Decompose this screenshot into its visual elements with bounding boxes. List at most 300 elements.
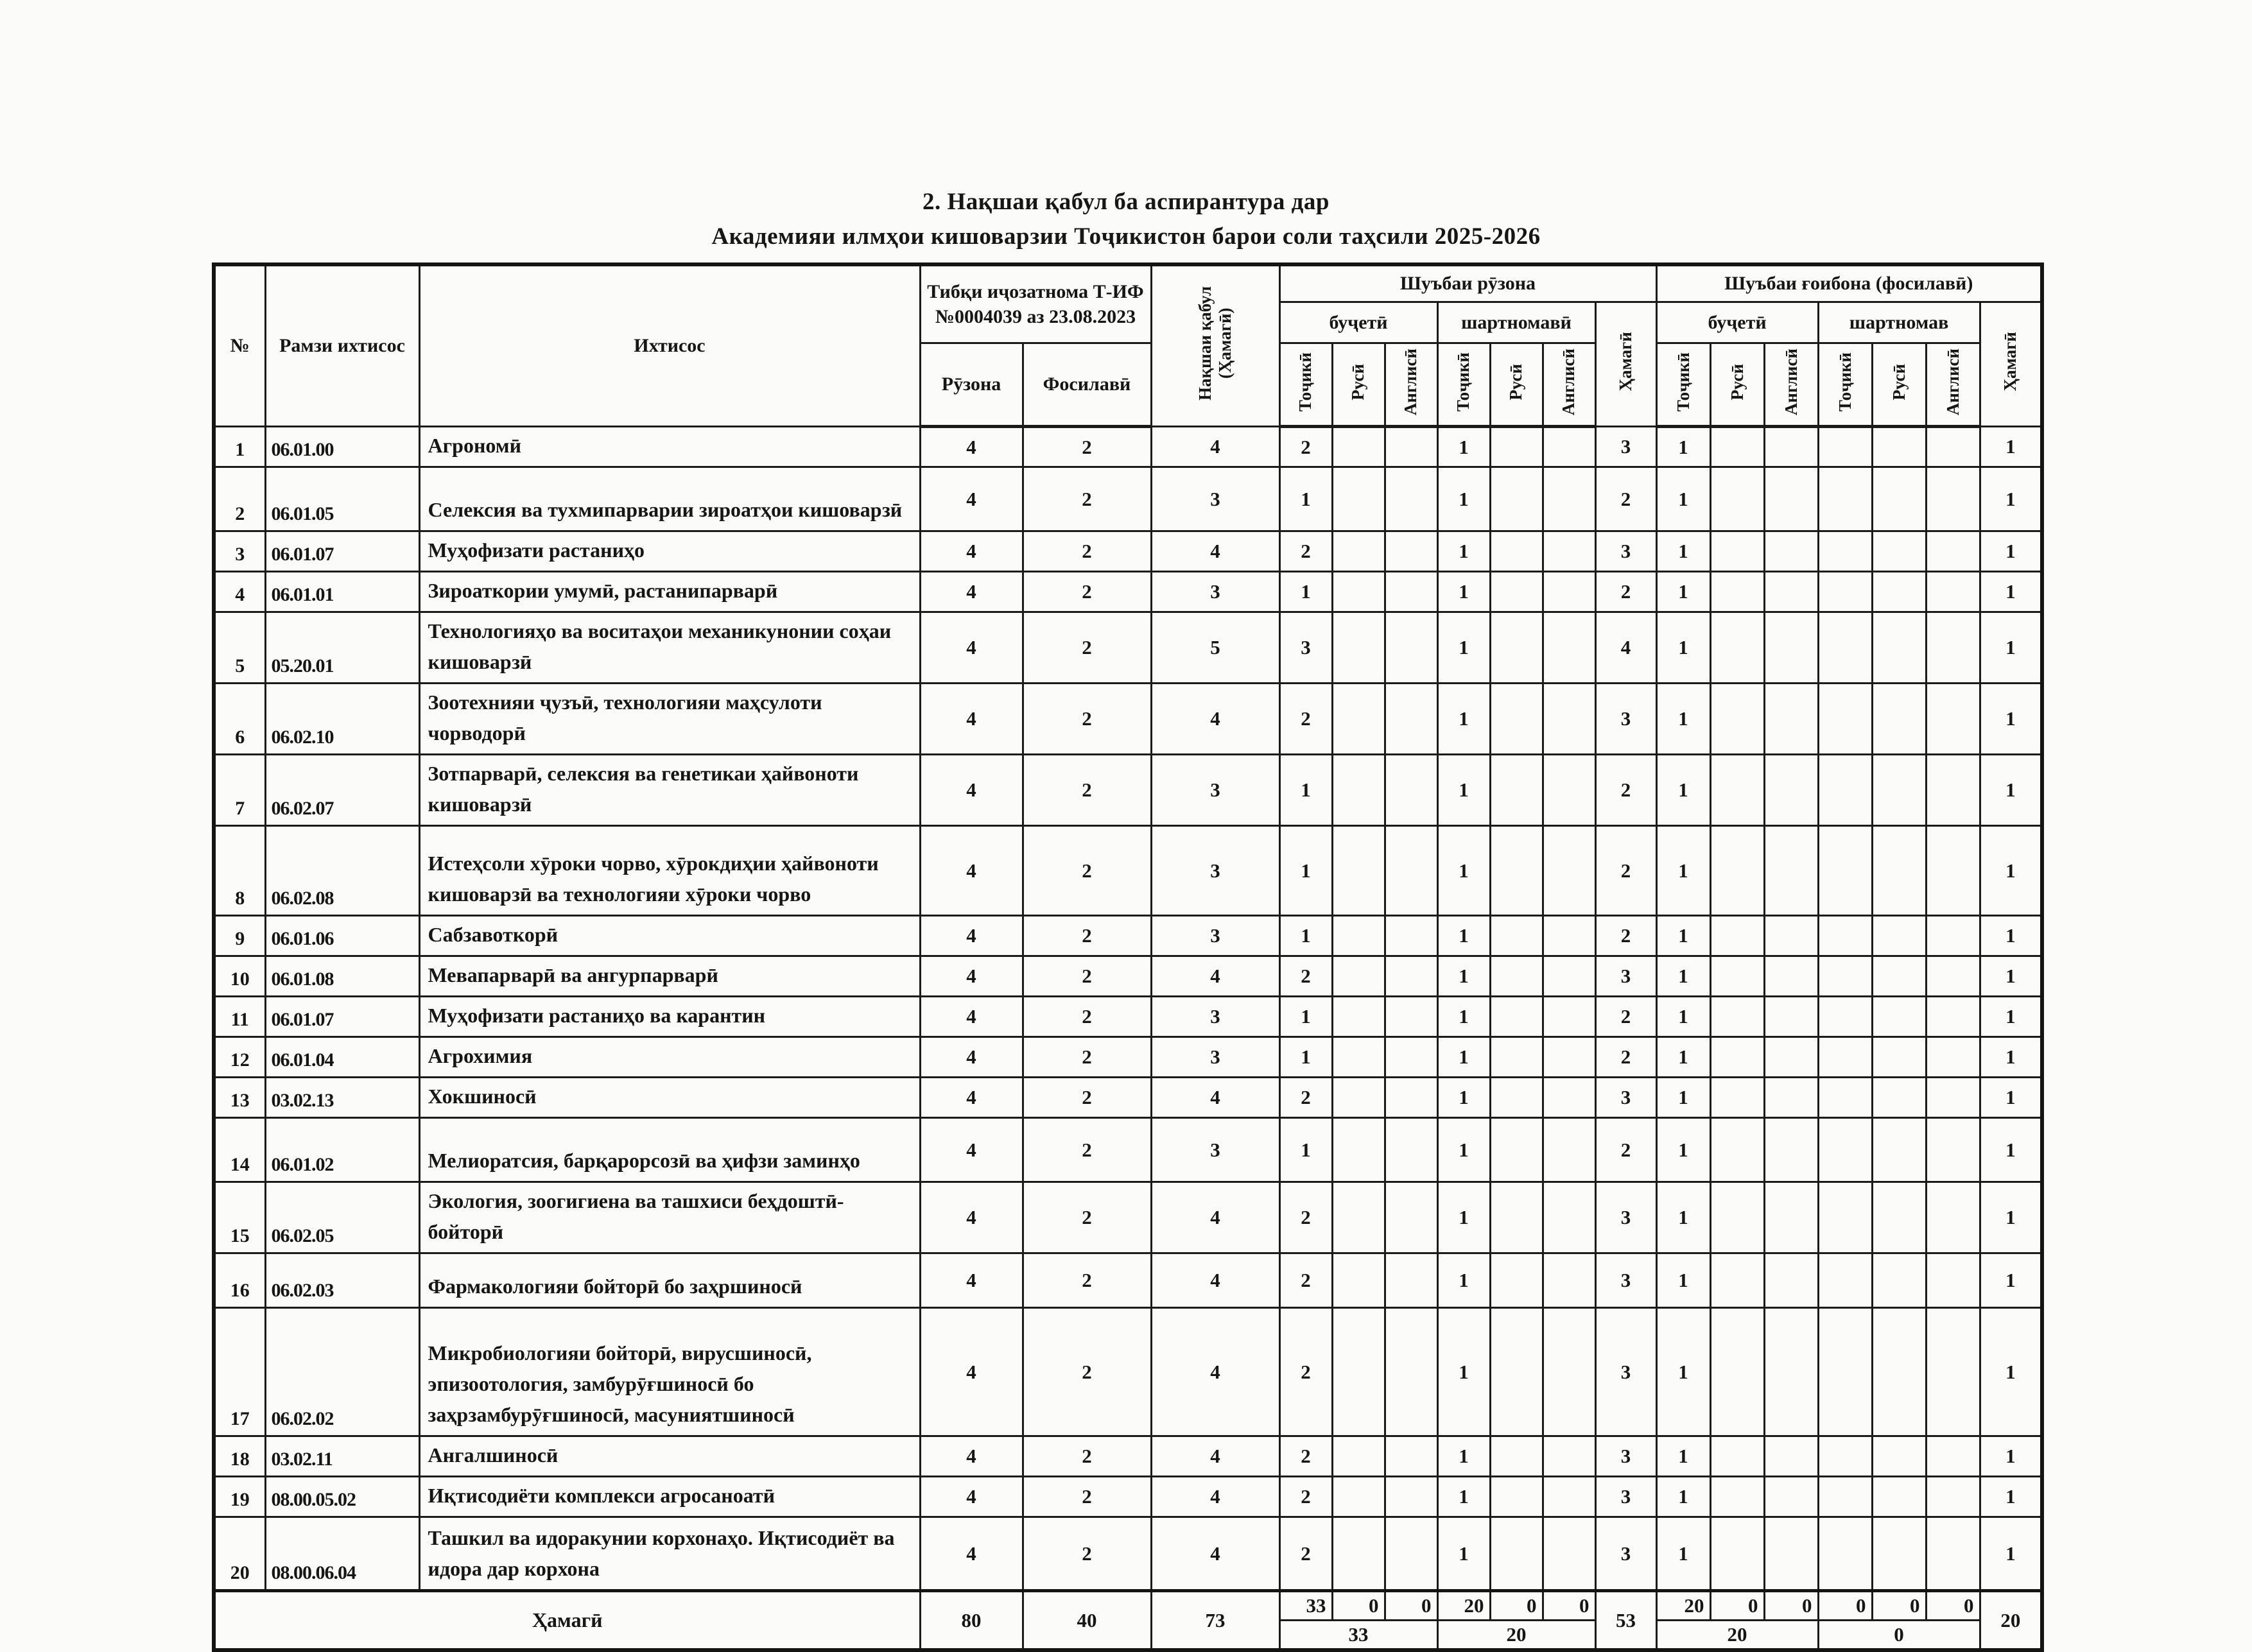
row-number-cell: 19 [214, 1477, 265, 1517]
russian-rotated-label: Русӣ [1348, 363, 1368, 400]
row-number-cell: 10 [214, 956, 265, 997]
column-header-admission-plan [1151, 264, 1279, 427]
day-budget-russian-cell [1332, 1308, 1385, 1436]
day-contract-russian-cell [1490, 1037, 1543, 1078]
license-distance-cell: 2 [1023, 1253, 1151, 1308]
distance-contract-russian-cell [1872, 1078, 1926, 1118]
distance-contract-russian-cell [1872, 1037, 1926, 1078]
day-total-cell: 3 [1595, 427, 1656, 467]
table-row [214, 1477, 2042, 1517]
distance-budget-tajik-cell: 1 [1656, 467, 1710, 531]
day-budget-tajik-cell: 2 [1279, 1308, 1332, 1436]
specialty-name-cell: Муҳофизати растаниҳо ва карантин [419, 997, 920, 1037]
distance-contract-russian-cell [1872, 1477, 1926, 1517]
specialty-code-cell: 06.02.03 [265, 1253, 419, 1308]
day-budget-english-cell [1385, 755, 1437, 826]
day-budget-tajik-cell: 2 [1279, 684, 1332, 755]
document-title-block [0, 0, 2252, 254]
day-budget-russian-cell [1332, 755, 1385, 826]
distance-budget-russian-cell [1710, 684, 1764, 755]
distance-budget-english-cell [1764, 427, 1818, 467]
distance-budget-tajik-cell: 1 [1656, 1253, 1710, 1308]
license-day-cell: 4 [920, 427, 1023, 467]
distance-budget-russian-cell [1710, 1037, 1764, 1078]
row-number-cell: 11 [214, 997, 265, 1037]
column-header-license-distance: Фосилавӣ [1023, 343, 1151, 427]
column-header-license-day: Рӯзона [920, 343, 1023, 427]
specialty-name-cell: Зотпарварӣ, селексия ва генетикаи ҳайвоноти кишоварзӣ [419, 755, 920, 826]
table-row [214, 1517, 2042, 1591]
day-total-cell: 3 [1595, 1308, 1656, 1436]
distance-contract-english-cell [1926, 1308, 1980, 1436]
specialty-code-cell: 06.01.06 [265, 916, 419, 956]
license-distance-cell: 2 [1023, 531, 1151, 572]
day-budget-tajik-cell: 1 [1279, 1118, 1332, 1182]
distance-budget-english-cell [1764, 1182, 1818, 1253]
day-budget-english-cell [1385, 572, 1437, 612]
day-budget-tajik-cell: 1 [1279, 916, 1332, 956]
distance-contract-tajik-cell [1818, 572, 1872, 612]
admission-plan-cell: 4 [1151, 1308, 1279, 1436]
specialty-name-cell: Зироаткории умумӣ, растанипарварӣ [419, 572, 920, 612]
specialty-name-cell: Ташкил ва идоракунии корхонаҳо. Иқтисодиёт ва идора дар корхона [419, 1517, 920, 1591]
day-total-cell: 3 [1595, 1182, 1656, 1253]
distance-budget-russian-cell [1710, 1078, 1764, 1118]
day-budget-russian-cell [1332, 531, 1385, 572]
license-day-cell: 4 [920, 467, 1023, 531]
distance-budget-english-cell [1764, 1037, 1818, 1078]
day-contract-tajik-cell: 1 [1437, 916, 1490, 956]
day-contract-tajik-cell: 1 [1437, 1037, 1490, 1078]
row-number-cell: 6 [214, 684, 265, 755]
distance-contract-russian-cell [1872, 826, 1926, 916]
specialty-name-cell: Агрономӣ [419, 427, 920, 467]
specialty-name-cell: Хокшиносӣ [419, 1078, 920, 1118]
distance-total-cell: 1 [1980, 997, 2042, 1037]
license-distance-cell: 2 [1023, 427, 1151, 467]
day-contract-tajik-cell: 1 [1437, 1118, 1490, 1182]
specialty-name-cell: Селексия ва тухмипарварии зироатҳои кишоварзӣ [419, 467, 920, 531]
tajik-rotated-label: Тоҷикӣ [1453, 352, 1473, 412]
day-budget-russian-cell [1332, 467, 1385, 531]
distance-contract-russian-cell [1872, 1253, 1926, 1308]
specialty-code-cell: 03.02.13 [265, 1078, 419, 1118]
day-budget-tajik-cell: 1 [1279, 1037, 1332, 1078]
table-row [214, 1436, 2042, 1477]
column-header-day-total [1595, 302, 1656, 427]
column-group-day-budget: буҷетӣ [1279, 302, 1437, 343]
totals-day-budget-tajik: 33 [1279, 1591, 1332, 1621]
day-budget-tajik-cell: 2 [1279, 1182, 1332, 1253]
specialty-code-cell: 06.01.00 [265, 427, 419, 467]
day-contract-english-cell [1543, 1308, 1595, 1436]
specialty-name-cell: Мевапарварӣ ва ангурпарварӣ [419, 956, 920, 997]
distance-budget-russian-cell [1710, 997, 1764, 1037]
distance-contract-tajik-cell [1818, 1037, 1872, 1078]
distance-budget-tajik-cell: 1 [1656, 1182, 1710, 1253]
distance-contract-english-cell [1926, 572, 1980, 612]
totals-distance-budget-english: 0 [1764, 1591, 1818, 1621]
license-distance-cell: 2 [1023, 826, 1151, 916]
specialty-name-cell: Зоотехнияи ҷузъӣ, технологияи маҳсулоти чорводорӣ [419, 684, 920, 755]
distance-contract-english-cell [1926, 531, 1980, 572]
day-contract-tajik-cell: 1 [1437, 755, 1490, 826]
column-header-distance-budget-tajik [1656, 343, 1710, 427]
distance-contract-tajik-cell [1818, 956, 1872, 997]
distance-contract-english-cell [1926, 755, 1980, 826]
day-budget-tajik-cell: 1 [1279, 467, 1332, 531]
distance-contract-tajik-cell [1818, 1253, 1872, 1308]
distance-contract-english-cell [1926, 1436, 1980, 1477]
distance-budget-english-cell [1764, 1078, 1818, 1118]
license-distance-cell: 2 [1023, 572, 1151, 612]
english-rotated-label: Англисӣ [1559, 348, 1579, 416]
day-budget-english-cell [1385, 684, 1437, 755]
russian-rotated-label: Русӣ [1727, 363, 1747, 400]
day-contract-tajik-cell: 1 [1437, 1436, 1490, 1477]
specialty-name-cell: Мелиоратсия, барқарорсозӣ ва ҳифзи заминҳо [419, 1118, 920, 1182]
table-row [214, 755, 2042, 826]
tajik-rotated-label: Тоҷикӣ [1673, 352, 1693, 412]
day-budget-english-cell [1385, 1037, 1437, 1078]
row-number-cell: 13 [214, 1078, 265, 1118]
day-total-cell: 3 [1595, 1253, 1656, 1308]
column-group-distance-department: Шуъбаи ғоибона (фосилавӣ) [1656, 264, 2042, 302]
admission-plan-cell: 3 [1151, 997, 1279, 1037]
admission-plan-cell: 4 [1151, 1477, 1279, 1517]
distance-total-cell: 1 [1980, 1517, 2042, 1591]
day-budget-russian-cell [1332, 1477, 1385, 1517]
column-group-distance-budget: буҷетӣ [1656, 302, 1818, 343]
totals-distance-budget-tajik: 20 [1656, 1591, 1710, 1621]
distance-contract-english-cell [1926, 1517, 1980, 1591]
distance-total-rotated-label: Ҳамагӣ [2000, 332, 2020, 391]
distance-contract-tajik-cell [1818, 1517, 1872, 1591]
day-contract-english-cell [1543, 612, 1595, 684]
day-contract-tajik-cell: 1 [1437, 427, 1490, 467]
day-budget-english-cell [1385, 1078, 1437, 1118]
distance-budget-russian-cell [1710, 1118, 1764, 1182]
distance-budget-tajik-cell: 1 [1656, 1078, 1710, 1118]
distance-contract-russian-cell [1872, 684, 1926, 755]
distance-budget-english-cell [1764, 684, 1818, 755]
specialty-code-cell: 06.01.08 [265, 956, 419, 997]
row-number-cell: 7 [214, 755, 265, 826]
admission-plan-cell: 4 [1151, 427, 1279, 467]
admission-plan-cell: 3 [1151, 1118, 1279, 1182]
day-budget-tajik-cell: 1 [1279, 826, 1332, 916]
day-contract-russian-cell [1490, 826, 1543, 916]
table-row [214, 916, 2042, 956]
totals-distance-contract-sum: 0 [1818, 1621, 1980, 1650]
day-budget-tajik-cell: 1 [1279, 755, 1332, 826]
day-contract-russian-cell [1490, 755, 1543, 826]
day-contract-english-cell [1543, 684, 1595, 755]
admission-plan-cell: 3 [1151, 572, 1279, 612]
distance-contract-russian-cell [1872, 997, 1926, 1037]
day-contract-tajik-cell: 1 [1437, 1253, 1490, 1308]
day-budget-english-cell [1385, 1253, 1437, 1308]
day-budget-english-cell [1385, 427, 1437, 467]
license-distance-cell: 2 [1023, 916, 1151, 956]
day-contract-russian-cell [1490, 1308, 1543, 1436]
day-budget-english-cell [1385, 1477, 1437, 1517]
day-contract-russian-cell [1490, 1477, 1543, 1517]
day-total-cell: 3 [1595, 531, 1656, 572]
specialty-code-cell: 03.02.11 [265, 1436, 419, 1477]
distance-budget-tajik-cell: 1 [1656, 755, 1710, 826]
admission-plan-cell: 4 [1151, 1436, 1279, 1477]
distance-budget-tajik-cell: 1 [1656, 997, 1710, 1037]
distance-budget-russian-cell [1710, 531, 1764, 572]
specialty-code-cell: 05.20.01 [265, 612, 419, 684]
distance-contract-tajik-cell [1818, 1477, 1872, 1517]
specialty-name-cell: Технологияҳо ва воситаҳои механикунонии соҳаи кишоварзӣ [419, 612, 920, 684]
day-contract-english-cell [1543, 467, 1595, 531]
license-day-cell: 4 [920, 916, 1023, 956]
distance-contract-english-cell [1926, 916, 1980, 956]
distance-budget-tajik-cell: 1 [1656, 956, 1710, 997]
distance-contract-russian-cell [1872, 1118, 1926, 1182]
tajik-rotated-label: Тоҷикӣ [1835, 352, 1855, 412]
day-total-cell: 3 [1595, 1078, 1656, 1118]
totals-distance-contract-english: 0 [1926, 1591, 1980, 1621]
distance-total-cell: 1 [1980, 1436, 2042, 1477]
specialty-name-cell: Фармакологияи бойторӣ бо заҳршиносӣ [419, 1253, 920, 1308]
distance-total-cell: 1 [1980, 1477, 2042, 1517]
row-number-cell: 5 [214, 612, 265, 684]
day-contract-tajik-cell: 1 [1437, 1308, 1490, 1436]
distance-budget-english-cell [1764, 612, 1818, 684]
distance-budget-tajik-cell: 1 [1656, 1037, 1710, 1078]
day-contract-russian-cell [1490, 1182, 1543, 1253]
day-budget-english-cell [1385, 1118, 1437, 1182]
table-row [214, 1182, 2042, 1253]
russian-rotated-label: Русӣ [1889, 363, 1909, 400]
day-total-cell: 2 [1595, 1118, 1656, 1182]
distance-contract-russian-cell [1872, 1517, 1926, 1591]
column-header-day-contract-russian [1490, 343, 1543, 427]
license-day-cell: 4 [920, 826, 1023, 916]
admission-plan-cell: 3 [1151, 467, 1279, 531]
specialty-name-cell: Экология, зоогигиена ва ташхиси беҳдоштӣ-бойторӣ [419, 1182, 920, 1253]
distance-total-cell: 1 [1980, 1253, 2042, 1308]
day-contract-english-cell [1543, 572, 1595, 612]
distance-budget-russian-cell [1710, 572, 1764, 612]
distance-total-cell: 1 [1980, 612, 2042, 684]
license-distance-cell: 2 [1023, 997, 1151, 1037]
distance-total-cell: 1 [1980, 572, 2042, 612]
specialty-name-cell: Микробиологияи бойторӣ, вирусшиносӣ, эпизоотология, замбурӯғшиносӣ бо заҳрзамбурӯғшиносӣ, масуниятшиносӣ [419, 1308, 920, 1436]
license-day-cell: 4 [920, 1182, 1023, 1253]
day-budget-english-cell [1385, 1436, 1437, 1477]
totals-distance-contract-russian: 0 [1872, 1591, 1926, 1621]
distance-budget-english-cell [1764, 467, 1818, 531]
row-number-cell: 12 [214, 1037, 265, 1078]
table-row [214, 997, 2042, 1037]
distance-contract-english-cell [1926, 1477, 1980, 1517]
distance-budget-tajik-cell: 1 [1656, 1477, 1710, 1517]
admission-plan-cell: 3 [1151, 826, 1279, 916]
day-budget-russian-cell [1332, 1182, 1385, 1253]
day-contract-russian-cell [1490, 684, 1543, 755]
tajik-rotated-label: Тоҷикӣ [1295, 352, 1315, 412]
specialty-code-cell: 06.02.07 [265, 755, 419, 826]
row-number-cell: 9 [214, 916, 265, 956]
page-title: 2. Нақшаи қабул ба аспирантура дар [922, 189, 1330, 215]
day-contract-english-cell [1543, 826, 1595, 916]
admission-plan-table [212, 262, 2044, 1652]
day-contract-tajik-cell: 1 [1437, 1517, 1490, 1591]
day-contract-english-cell [1543, 1037, 1595, 1078]
distance-budget-english-cell [1764, 1308, 1818, 1436]
day-budget-english-cell [1385, 997, 1437, 1037]
distance-budget-english-cell [1764, 1477, 1818, 1517]
column-group-day-department: Шуъбаи рӯзона [1279, 264, 1656, 302]
distance-budget-russian-cell [1710, 1436, 1764, 1477]
distance-budget-russian-cell [1710, 1182, 1764, 1253]
specialty-name-cell: Истеҳсоли хӯроки чорво, хӯрокдиҳии ҳайвоноти кишоварзӣ ва технологияи хӯроки чорво [419, 826, 920, 916]
day-total-cell: 2 [1595, 826, 1656, 916]
distance-total-cell: 1 [1980, 1037, 2042, 1078]
distance-total-cell: 1 [1980, 684, 2042, 755]
day-budget-tajik-cell: 2 [1279, 531, 1332, 572]
column-header-day-budget-english [1385, 343, 1437, 427]
distance-contract-russian-cell [1872, 572, 1926, 612]
distance-budget-russian-cell [1710, 467, 1764, 531]
day-contract-english-cell [1543, 1078, 1595, 1118]
distance-budget-tajik-cell: 1 [1656, 531, 1710, 572]
day-budget-russian-cell [1332, 826, 1385, 916]
russian-rotated-label: Русӣ [1506, 363, 1526, 400]
distance-contract-russian-cell [1872, 612, 1926, 684]
distance-total-cell: 1 [1980, 1308, 2042, 1436]
day-contract-russian-cell [1490, 916, 1543, 956]
column-header-day-contract-tajik [1437, 343, 1490, 427]
distance-total-cell: 1 [1980, 1118, 2042, 1182]
table-row [214, 1308, 2042, 1436]
license-day-cell: 4 [920, 1037, 1023, 1078]
row-number-cell: 18 [214, 1436, 265, 1477]
table-row [214, 684, 2042, 755]
distance-budget-english-cell [1764, 956, 1818, 997]
day-contract-english-cell [1543, 1118, 1595, 1182]
column-header-distance-total [1980, 302, 2042, 427]
day-contract-tajik-cell: 1 [1437, 684, 1490, 755]
day-total-cell: 2 [1595, 916, 1656, 956]
day-budget-russian-cell [1332, 1436, 1385, 1477]
day-contract-russian-cell [1490, 1078, 1543, 1118]
column-header-distance-contract-tajik [1818, 343, 1872, 427]
specialty-name-cell: Иқтисодиёти комплекси агросаноатӣ [419, 1477, 920, 1517]
distance-budget-tajik-cell: 1 [1656, 572, 1710, 612]
admission-plan-cell: 4 [1151, 1253, 1279, 1308]
day-contract-english-cell [1543, 916, 1595, 956]
specialty-code-cell: 06.01.07 [265, 531, 419, 572]
distance-contract-english-cell [1926, 1078, 1980, 1118]
distance-contract-tajik-cell [1818, 1078, 1872, 1118]
english-rotated-label: Англисӣ [1781, 348, 1801, 416]
specialty-code-cell: 06.02.05 [265, 1182, 419, 1253]
distance-contract-tajik-cell [1818, 467, 1872, 531]
day-budget-english-cell [1385, 531, 1437, 572]
license-day-cell: 4 [920, 572, 1023, 612]
day-contract-russian-cell [1490, 467, 1543, 531]
admission-plan-cell: 3 [1151, 916, 1279, 956]
table-row [214, 956, 2042, 997]
distance-total-cell: 1 [1980, 427, 2042, 467]
specialty-code-cell: 06.01.07 [265, 997, 419, 1037]
license-day-cell: 4 [920, 1118, 1023, 1182]
day-budget-russian-cell [1332, 684, 1385, 755]
distance-contract-english-cell [1926, 427, 1980, 467]
license-day-cell: 4 [920, 1517, 1023, 1591]
table-row [214, 826, 2042, 916]
day-budget-russian-cell [1332, 572, 1385, 612]
table-body [214, 427, 2042, 1591]
totals-distance-total: 20 [1980, 1591, 2042, 1650]
totals-admission-plan: 73 [1151, 1591, 1279, 1650]
totals-license-distance: 40 [1023, 1591, 1151, 1650]
day-contract-english-cell [1543, 755, 1595, 826]
totals-day-budget-english: 0 [1385, 1591, 1437, 1621]
row-number-cell: 4 [214, 572, 265, 612]
specialty-name-cell: Муҳофизати растаниҳо [419, 531, 920, 572]
distance-contract-tajik-cell [1818, 1308, 1872, 1436]
license-day-cell: 4 [920, 997, 1023, 1037]
day-total-cell: 4 [1595, 612, 1656, 684]
day-budget-tajik-cell: 2 [1279, 427, 1332, 467]
distance-contract-russian-cell [1872, 531, 1926, 572]
distance-contract-english-cell [1926, 1182, 1980, 1253]
column-header-distance-contract-english [1926, 343, 1980, 427]
day-contract-tajik-cell: 1 [1437, 956, 1490, 997]
distance-total-cell: 1 [1980, 467, 2042, 531]
license-distance-cell: 2 [1023, 1308, 1151, 1436]
totals-row [214, 1591, 2042, 1621]
day-contract-english-cell [1543, 1517, 1595, 1591]
distance-contract-english-cell [1926, 1118, 1980, 1182]
specialty-code-cell: 06.01.05 [265, 467, 419, 531]
day-contract-tajik-cell: 1 [1437, 1078, 1490, 1118]
column-header-distance-budget-russian [1710, 343, 1764, 427]
distance-contract-tajik-cell [1818, 997, 1872, 1037]
day-contract-tajik-cell: 1 [1437, 572, 1490, 612]
column-header-distance-budget-english [1764, 343, 1818, 427]
totals-day-budget-russian: 0 [1332, 1591, 1385, 1621]
license-day-cell: 4 [920, 1477, 1023, 1517]
day-contract-tajik-cell: 1 [1437, 612, 1490, 684]
specialty-name-cell: Агрохимия [419, 1037, 920, 1078]
totals-day-contract-english: 0 [1543, 1591, 1595, 1621]
admission-plan-cell: 4 [1151, 531, 1279, 572]
admission-plan-cell: 4 [1151, 684, 1279, 755]
column-group-distance-contract: шартномав [1818, 302, 1980, 343]
totals-day-contract-tajik: 20 [1437, 1591, 1490, 1621]
license-day-cell: 4 [920, 956, 1023, 997]
license-day-cell: 4 [920, 755, 1023, 826]
day-contract-tajik-cell: 1 [1437, 1182, 1490, 1253]
day-contract-russian-cell [1490, 1517, 1543, 1591]
english-rotated-label: Англисӣ [1943, 348, 1962, 416]
day-budget-english-cell [1385, 467, 1437, 531]
totals-license-day: 80 [920, 1591, 1023, 1650]
distance-budget-tajik-cell: 1 [1656, 916, 1710, 956]
license-distance-cell: 2 [1023, 1037, 1151, 1078]
day-contract-english-cell [1543, 956, 1595, 997]
specialty-name-cell: Ангалшиносӣ [419, 1436, 920, 1477]
day-contract-tajik-cell: 1 [1437, 1477, 1490, 1517]
